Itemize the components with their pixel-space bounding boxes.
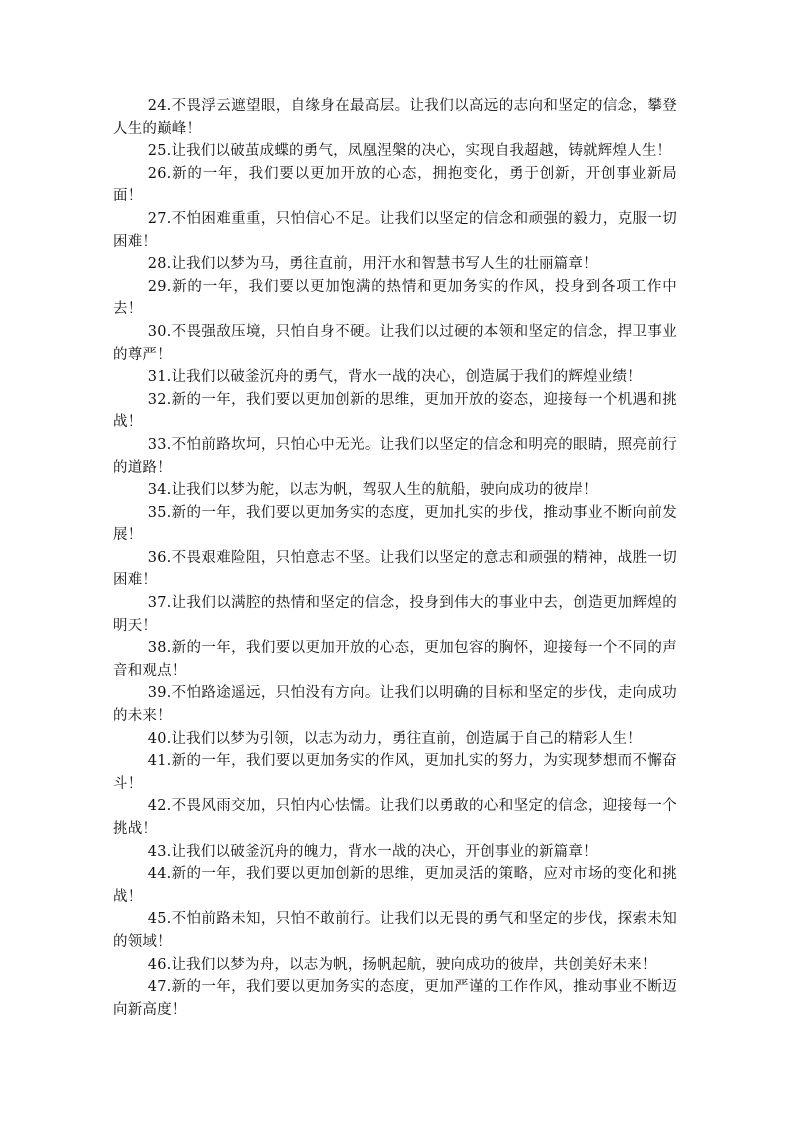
paragraph-30: 30.不畏强敌压境，只怕自身不硬。让我们以过硬的本领和坚定的信念，捍卫事业的尊严！ [113,323,677,363]
paragraph-41: 41.新的一年，我们要以更加务实的作风，更加扎实的努力，为实现梦想而不懈奋斗！ [113,753,677,792]
paragraph-27: 27.不怕困难重重，只怕信心不足。让我们以坚定的信念和顽强的毅力，克服一切困难！ [113,210,677,250]
paragraph-47: 47.新的一年，我们要以更加务实的态度，更加严谨的工作作风，推动事业不断迈向新高度！ [113,979,677,1018]
paragraph-28: 28.让我们以梦为马，勇往直前，用汗水和智慧书写人生的壮丽篇章！ [147,256,598,273]
paragraph-29: 29.新的一年，我们要以更加饱满的热情和更加务实的作风，投身到各项工作中去！ [113,278,677,318]
paragraph-37: 37.让我们以满腔的热情和坚定的信念，投身到伟大的事业中去，创造更加辉煌的明天！ [113,595,677,634]
paragraph-40: 40.让我们以梦为引领，以志为动力，勇往直前，创造属于自己的精彩人生！ [147,730,642,747]
paragraph-38: 38.新的一年，我们要以更加开放的心态，更加包容的胸怀，迎接每一个不同的声音和观点！ [113,640,677,679]
paragraph-24: 24.不畏浮云遮望眼，自缘身在最高层。让我们以高远的志向和坚定的信念，攀登人生的巅峰！ [113,98,677,137]
paragraph-26: 26.新的一年，我们要以更加开放的心态，拥抱变化，勇于创新，开创事业新局面！ [113,165,677,205]
paragraph-34: 34.让我们以梦为舵，以志为帆，驾驭人生的航船，驶向成功的彼岸！ [147,482,598,499]
paragraph-25: 25.让我们以破茧成蝶的勇气，凤凰涅槃的决心，实现自我超越，铸就辉煌人生！ [147,143,672,160]
paragraph-45: 45.不怕前路未知，只怕不敢前行。让我们以无畏的勇气和坚定的步伐，探索未知的领域！ [113,911,677,950]
paragraph-32: 32.新的一年，我们要以更加创新的思维，更加开放的姿态，迎接每一个机遇和挑战！ [113,391,677,431]
paragraph-39: 39.不怕路途遥远，只怕没有方向。让我们以明确的目标和坚定的步伐，走向成功的未来！ [113,685,677,725]
paragraph-43: 43.让我们以破釜沉舟的魄力，背水一战的决心，开创事业的新篇章！ [147,843,598,860]
paragraph-44: 44.新的一年，我们要以更加创新的思维，更加灵活的策略，应对市场的变化和挑战！ [113,866,677,905]
paragraph-46: 46.让我们以梦为舟，以志为帆，扬帆起航，驶向成功的彼岸，共创美好未来！ [147,956,657,973]
paragraph-31: 31.让我们以破釜沉舟的勇气，背水一战的决心，创造属于我们的辉煌业绩！ [147,369,642,386]
document-body [113,95,677,1021]
paragraph-35: 35.新的一年，我们要以更加务实的态度，更加扎实的步伐，推动事业不断向前发展！ [113,504,677,544]
paragraph-33: 33.不怕前路坎坷，只怕心中无光。让我们以坚定的信念和明亮的眼睛，照亮前行的道路！ [113,436,677,476]
paragraph-42: 42.不畏风雨交加，只怕内心怯懦。让我们以勇敢的心和坚定的信念，迎接每一个挑战！ [113,798,677,837]
paragraph-36: 36.不畏艰难险阻，只怕意志不坚。让我们以坚定的意志和顽强的精神，战胜一切困难！ [113,549,677,589]
